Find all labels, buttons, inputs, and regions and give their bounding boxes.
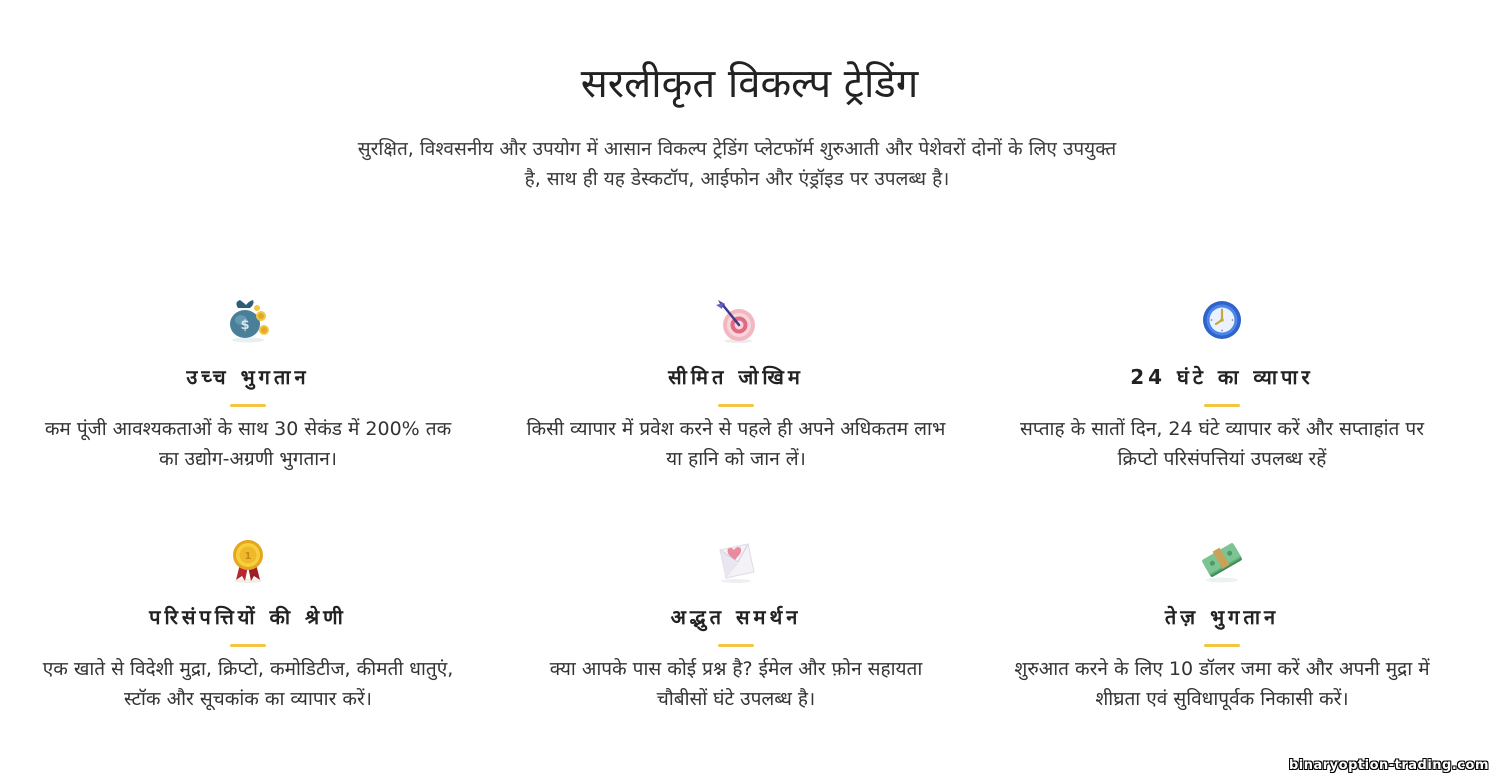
feature-title: अद्भुत समर्थन — [670, 605, 802, 629]
watermark: binaryoption-trading.com — [1288, 758, 1489, 773]
feature-description: किसी व्यापार में प्रवेश करने से पहले ही अपने अधिकतम लाभ या हानि को जान लें। — [526, 418, 946, 470]
clock-icon — [1198, 296, 1246, 344]
feature-description: एक खाते से विदेशी मुद्रा, क्रिप्टो, कमोडिटीज, कीमती धातुएं, स्टॉक और सूचकांक का व्यापार करें। — [42, 658, 454, 710]
feature-title: 24 घंटे का व्यापार — [1130, 365, 1314, 389]
feature-title: सीमित जोखिम — [668, 365, 804, 389]
svg-text:$: $ — [240, 318, 250, 333]
feature-description: क्या आपके पास कोई प्रश्न है? ईमेल और फ़ोन सहायता चौबीसों घंटे उपलब्ध है। — [549, 658, 923, 710]
cash-stack-icon — [1198, 536, 1246, 584]
medal-icon — [224, 536, 272, 584]
page-subtitle: सुरक्षित, विश्वसनीय और उपयोग में आसान विकल्प ट्रेडिंग प्लेटफॉर्म शुरुआती और पेशेवरों दोनों के लिए उपयुक्त है, साथ ही यह डेस्कटॉप, आईफोन और एंड्रॉइड पर उपलब्ध है। — [357, 138, 1117, 190]
feature-divider — [1204, 644, 1240, 647]
feature-title: परिसंपत्तियों की श्रेणी — [149, 605, 347, 629]
feature-description: शुरुआत करने के लिए 10 डॉलर जमा करें और अपनी मुद्रा में शीघ्रता एवं सुविधापूर्वक निकासी करें। — [1014, 658, 1430, 710]
feature-description: कम पूंजी आवश्यकताओं के साथ 30 सेकंड में 200% तक का उद्योग-अग्रणी भुगतान। — [44, 418, 452, 470]
feature-divider — [718, 404, 754, 407]
money-bag-icon — [224, 296, 272, 344]
feature-divider — [230, 644, 266, 647]
feature-title: तेज़ भुगतान — [1164, 605, 1280, 629]
feature-description: सप्ताह के सातों दिन, 24 घंटे व्यापार करें और सप्ताहांत पर क्रिप्टो परिसंपत्तियां उपलब्ध रहें — [1020, 418, 1424, 470]
page-title: सरलीकृत विकल्प ट्रेडिंग — [580, 61, 919, 107]
feature-divider — [718, 644, 754, 647]
feature-divider — [1204, 404, 1240, 407]
feature-divider — [230, 404, 266, 407]
target-dart-icon — [712, 296, 760, 344]
envelope-heart-icon — [712, 536, 760, 584]
svg-text:1: 1 — [244, 551, 252, 562]
feature-title: उच्च भुगतान — [186, 365, 310, 389]
